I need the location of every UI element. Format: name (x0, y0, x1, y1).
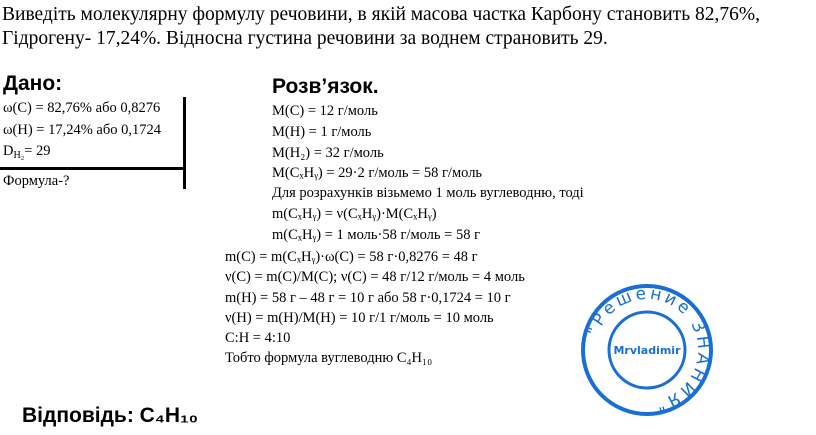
given-find: Формула-? (3, 173, 70, 189)
stamp-ring-textpath: "Решение ЗНАНИЯ" (583, 283, 714, 416)
given-title: Дано: (3, 72, 63, 95)
solution-line: Тобто формула вуглеводню C₄H₁₀ (225, 350, 433, 366)
stamp-center-text: Mrvladimir (613, 344, 681, 357)
stamp-seal (580, 283, 714, 417)
given-w-hydrogen: ω(H) = 17,24% або 0,1724 (3, 122, 161, 138)
solution-line: ν(C) = m(C)/M(C); ν(C) = 48 г/12 г/моль = 4 моль (225, 269, 525, 285)
given-density (3, 143, 51, 160)
solution-line: m(C) = m(CₓHᵧ)·ω(C) = 58 г·0,8276 = 48 г (225, 249, 478, 265)
given-density-symbol: D (3, 143, 14, 159)
task-line-1: Виведіть молекулярну формулу речовини, в якій масова частка Карбону становить 82,76%, (2, 4, 760, 25)
solution-line: M(H₂) = 32 г/моль (272, 145, 384, 161)
given-density-value: = 29 (24, 143, 51, 159)
given-density-subscript: H₂ (13, 150, 25, 161)
given-w-carbon: ω(C) = 82,76% або 0,8276 (3, 100, 161, 116)
solution-line: C:H = 4:10 (225, 330, 291, 346)
solution-line: M(CₓHᵧ) = 29·2 г/моль = 58 г/моль (272, 165, 483, 181)
given-horizontal-divider (0, 167, 186, 170)
solution-line: m(H) = 58 г – 48 г = 10 г або 58 г·0,1724 = 10 г (225, 290, 511, 306)
solution-line: ν(H) = m(H)/M(H) = 10 г/1 г/моль = 10 моль (225, 310, 494, 326)
task-text (2, 3, 814, 51)
solution-title: Розв’язок. (272, 75, 379, 98)
answer: Відповідь: C₄H₁₀ (22, 404, 199, 427)
solution-line: M(H) = 1 г/моль (272, 124, 372, 140)
solution-line: m(CₓHᵧ) = 1 моль·58 г/моль = 58 г (272, 227, 481, 243)
given-vertical-divider (183, 97, 186, 189)
solution-line: M(C) = 12 г/моль (272, 103, 378, 119)
task-line-2: Гідрогену- 17,24%. Відносна густина речовини за воднем страновить 29. (2, 28, 608, 49)
solution-line: Для розрахунків візьмемо 1 моль вуглеводню, тоді (272, 185, 584, 201)
solution-line: m(CₓHᵧ) = ν(CₓHᵧ)·M(CₓHᵧ) (272, 206, 437, 222)
